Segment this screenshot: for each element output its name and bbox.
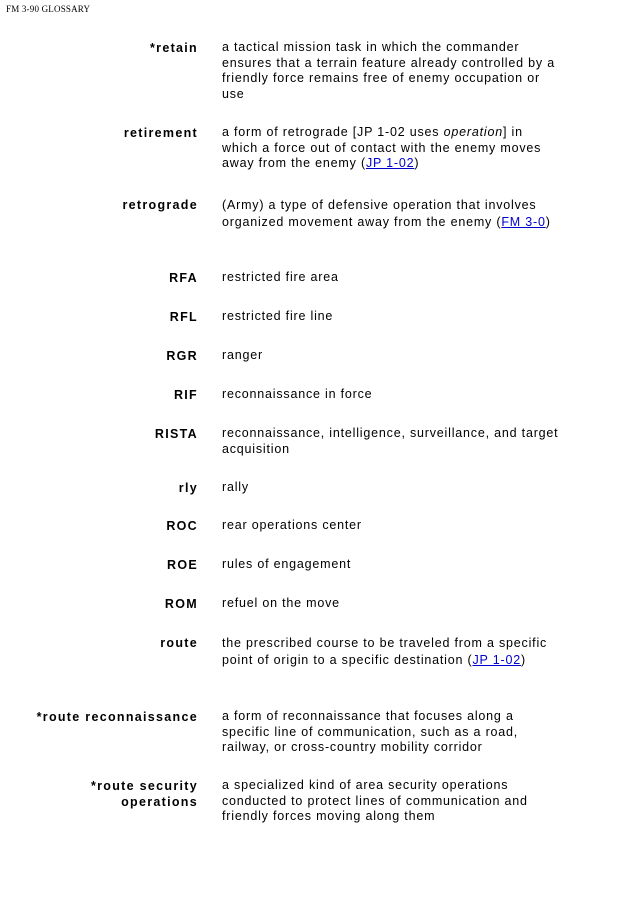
definition: rear operations center — [222, 518, 362, 532]
term: RISTA — [154, 427, 198, 441]
reference-link[interactable]: JP 1-02 — [365, 156, 415, 170]
term: ROE — [167, 558, 198, 572]
definition: reconnaissance, intelligence, surveillance, and target acquisition — [222, 426, 559, 456]
definition: ranger — [222, 348, 263, 362]
definition: restricted fire area — [222, 270, 339, 284]
page-header: FM 3-90 GLOSSARY — [6, 4, 91, 14]
definition: a form of retrograde [JP 1-02 uses operation] in which a force out of contact with the enemy moves away from the enemy (JP 1-02) — [222, 125, 542, 170]
term: *route reconnaissance — [36, 710, 198, 724]
term: *retain — [149, 41, 198, 55]
term: ROC — [166, 519, 198, 533]
term: RIF — [173, 388, 198, 402]
term: ROM — [164, 597, 198, 611]
reference-link[interactable]: FM 3-0 — [501, 214, 546, 229]
definition: a form of reconnaissance that focuses along a specific line of communication, such as a road, railway, or cross-country mobility corridor — [222, 709, 519, 754]
term: RGR — [166, 349, 198, 363]
emphasis-text: operation — [443, 125, 503, 139]
term: route — [160, 636, 198, 650]
definition: (Army) a type of defensive operation that involves organized movement away from the enemy (FM 3-0) — [222, 198, 551, 229]
definition: the prescribed course to be traveled from a specific point of origin to a specific destination (JP 1-02) — [222, 636, 548, 667]
definition: rally — [222, 480, 249, 494]
term: *route security operations — [90, 779, 198, 809]
reference-link[interactable]: JP 1-02 — [472, 652, 521, 667]
term: rly — [178, 481, 198, 495]
definition: refuel on the move — [222, 596, 340, 610]
term: retirement — [123, 126, 198, 140]
definition: restricted fire line — [222, 309, 334, 323]
term: RFA — [169, 271, 198, 285]
definition: rules of engagement — [222, 557, 352, 571]
term: RFL — [169, 310, 198, 324]
definition: reconnaissance in force — [222, 387, 373, 401]
definition: a tactical mission task in which the commander ensures that a terrain feature already controlled by a friendly force remains free of enemy occupation or use — [222, 40, 555, 101]
definition: a specialized kind of area security operations conducted to protect lines of communication and friendly forces moving along them — [222, 778, 528, 823]
term: retrograde — [122, 198, 198, 212]
